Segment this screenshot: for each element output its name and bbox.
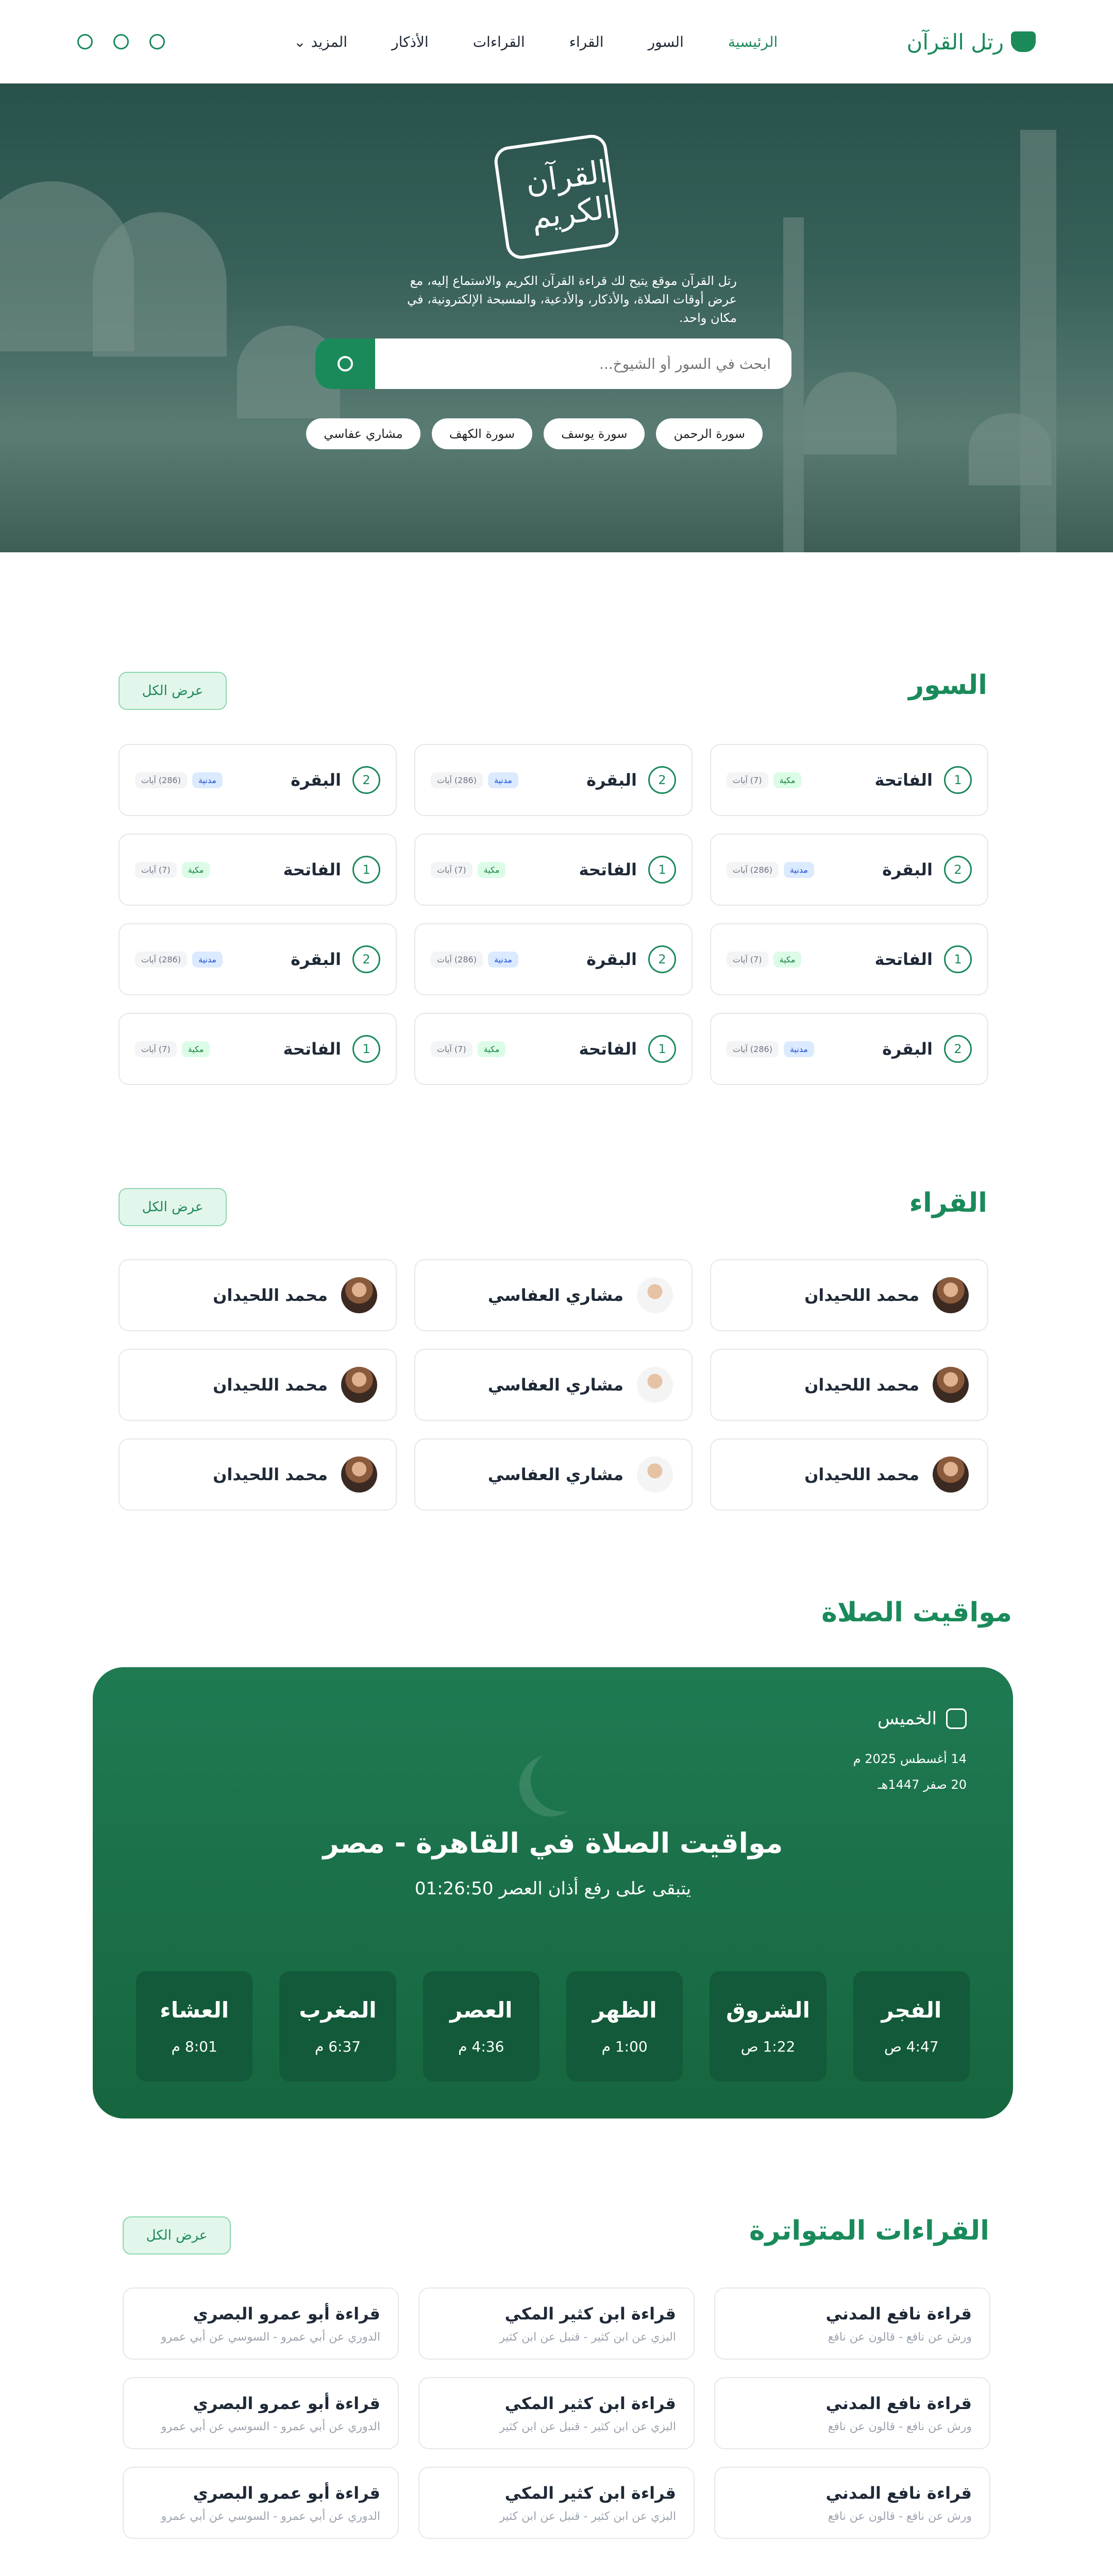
surah-number: 1 [944, 766, 972, 794]
chip-kahf[interactable]: سورة الكهف [432, 418, 532, 449]
nav-adhkar[interactable]: الأذكار [392, 33, 429, 50]
surah-badges [135, 1041, 210, 1057]
surah-ayat-badge: (286) آيات [727, 862, 779, 878]
reciter-avatar [637, 1277, 673, 1313]
surah-type-badge: مدنية [192, 772, 223, 788]
prayer-time-box [136, 1971, 252, 2081]
nav-reciters[interactable]: القراء [569, 33, 604, 50]
surah-name: البقرة [882, 1039, 933, 1059]
prayer-name: العشاء [160, 1997, 229, 2023]
section-title-reciters: القراء [909, 1188, 987, 1218]
prayer-time-box [279, 1971, 396, 2081]
surahs-grid [119, 744, 988, 1085]
reciter-name: مشاري العفاسي [487, 1465, 623, 1484]
search-button[interactable] [315, 338, 375, 389]
qiraa-narrators: الدوري عن أبي عمرو - السوسي عن أبي عمرو [161, 2510, 380, 2523]
qiraa-narrators: البزي عن ابن كثير - قنبل عن ابن كثير [499, 2330, 676, 2344]
surah-ayat-badge: (7) آيات [727, 772, 768, 788]
surah-name: البقرة [291, 770, 341, 790]
surah-card[interactable] [710, 1013, 988, 1085]
prayer-time: 4:36 م [458, 2038, 504, 2055]
chevron-down-icon: ⌄ [294, 33, 306, 50]
reciter-name: محمد اللحيدان [213, 1375, 328, 1395]
surah-name: الفاتحة [283, 1039, 341, 1059]
section-title-qiraat: القراءات المتواترة [749, 2215, 989, 2246]
surah-type-badge: مدنية [192, 952, 223, 968]
reciters-view-all-button[interactable]: عرض الكل [119, 1188, 227, 1226]
prayer-time-box [853, 1971, 970, 2081]
surah-ayat-badge: (286) آيات [727, 1041, 779, 1057]
reciter-card[interactable] [119, 1438, 397, 1511]
prayer-time: 4:47 ص [884, 2038, 939, 2055]
qiraa-card[interactable] [418, 2287, 695, 2360]
prayer-name: المغرب [299, 1997, 377, 2023]
surah-badges [727, 772, 801, 788]
surah-card[interactable] [414, 923, 693, 995]
prayer-times-list [136, 1971, 970, 2081]
hero-description: رتل القرآن موقع يتيح لك قراءة القرآن الكريم والاستماع إليه، مع عرض أوقات الصلاة، والأذكار، والأدعية، والمسبحة الإلكترونية، في مكان واحد. [407, 274, 737, 325]
gregorian-date: 14 أغسطس 2025 م [853, 1752, 967, 1766]
reciter-name: مشاري العفاسي [487, 1375, 623, 1395]
prayer-time-box [710, 1971, 826, 2081]
site-header [0, 0, 1113, 83]
reciter-avatar [933, 1456, 969, 1493]
surah-type-badge: مكية [773, 952, 802, 968]
qiraa-narrators: الدوري عن أبي عمرو - السوسي عن أبي عمرو [161, 2330, 380, 2344]
reciter-avatar [341, 1277, 377, 1313]
nav-more-dropdown[interactable] [294, 33, 347, 50]
nav-more-label: المزيد [311, 33, 348, 50]
surah-ayat-badge: (7) آيات [727, 952, 768, 968]
prayer-times-card [93, 1667, 1013, 2119]
prayer-time: 1:22 ص [740, 2038, 796, 2055]
reciter-card[interactable] [710, 1438, 988, 1511]
search-icon [338, 356, 353, 371]
reciter-card[interactable] [119, 1259, 397, 1331]
qiraa-card[interactable] [714, 2287, 990, 2360]
chip-alafasy[interactable]: مشاري عفاسي [306, 418, 420, 449]
reciter-name: محمد اللحيدان [213, 1285, 328, 1305]
prayer-name: الشروق [726, 1997, 810, 2023]
reciter-name: محمد اللحيدان [804, 1285, 919, 1305]
qiraa-card[interactable] [714, 2377, 990, 2449]
surah-ayat-badge: (7) آيات [135, 1041, 177, 1057]
surah-ayat-badge: (7) آيات [135, 862, 177, 878]
quick-search-chips [306, 418, 763, 449]
surah-number: 2 [352, 945, 380, 973]
surah-name: الفاتحة [579, 860, 637, 879]
surah-name: البقرة [882, 860, 933, 879]
surah-badges [431, 862, 505, 878]
globe-icon[interactable] [77, 34, 93, 49]
surah-card[interactable] [119, 834, 397, 906]
surah-name: البقرة [586, 770, 637, 790]
qiraa-card[interactable] [123, 2287, 399, 2360]
prayer-time: 6:37 م [314, 2038, 361, 2055]
nav-home[interactable]: الرئيسية [728, 33, 778, 50]
header-icons [77, 34, 165, 49]
quran-logo-icon [1011, 31, 1036, 52]
surah-number: 1 [648, 856, 676, 884]
search-input[interactable] [375, 355, 791, 372]
surah-type-badge: مكية [773, 772, 802, 788]
prayer-day-label: الخميس [877, 1708, 937, 1729]
surah-number: 1 [352, 1035, 380, 1063]
reciter-avatar [637, 1456, 673, 1493]
surah-number: 2 [944, 856, 972, 884]
surah-ayat-badge: (7) آيات [431, 862, 473, 878]
surah-card[interactable] [710, 744, 988, 816]
qiraa-name: قراءة نافع المدني [825, 2483, 972, 2503]
surah-type-badge: مدنية [488, 952, 518, 968]
qiraa-card[interactable] [123, 2467, 399, 2539]
reciter-avatar [637, 1367, 673, 1403]
qiraa-narrators: ورش عن نافع - قالون عن نافع [828, 2420, 972, 2433]
qiraa-card[interactable] [418, 2467, 695, 2539]
reciter-avatar [933, 1277, 969, 1313]
surah-name: الفاتحة [874, 770, 933, 790]
qiraa-narrators: ورش عن نافع - قالون عن نافع [828, 2330, 972, 2344]
reciter-card[interactable] [414, 1438, 693, 1511]
chip-rahman[interactable]: سورة الرحمن [656, 418, 763, 449]
reciter-card[interactable] [414, 1349, 693, 1421]
qiraat-grid [123, 2287, 990, 2539]
crescent-moon-decoration [531, 1750, 593, 1811]
qiraa-name: قراءة ابن كثير المكي [504, 2483, 676, 2503]
prayer-time: 8:01 م [171, 2038, 217, 2055]
surah-type-badge: مدنية [784, 1041, 814, 1057]
reciter-avatar [341, 1456, 377, 1493]
qiraa-name: قراءة ابن كثير المكي [504, 2303, 676, 2324]
surah-name: الفاتحة [283, 860, 341, 879]
qiraa-name: قراءة أبو عمرو البصري [193, 2303, 380, 2324]
site-logo[interactable] [906, 29, 1036, 55]
prayer-day [878, 1708, 967, 1729]
qiraa-card[interactable] [418, 2377, 695, 2449]
surah-number: 2 [944, 1035, 972, 1063]
search-bar [315, 338, 791, 389]
surah-card[interactable] [710, 923, 988, 995]
chip-yusuf[interactable]: سورة يوسف [544, 418, 645, 449]
surah-badges [431, 1041, 505, 1057]
surah-card[interactable] [119, 923, 397, 995]
surah-ayat-badge: (7) آيات [431, 1041, 473, 1057]
qiraa-name: قراءة نافع المدني [825, 2393, 972, 2413]
surah-number: 2 [648, 766, 676, 794]
reciter-avatar [341, 1367, 377, 1403]
surah-number: 1 [648, 1035, 676, 1063]
prayer-city-title: مواقيت الصلاة في القاهرة - مصر [323, 1827, 783, 1859]
surahs-view-all-button[interactable]: عرض الكل [119, 672, 227, 710]
surah-ayat-badge: (286) آيات [431, 772, 483, 788]
surah-badges [135, 862, 210, 878]
surah-name: البقرة [586, 950, 637, 969]
surah-name: البقرة [291, 950, 341, 969]
hero-section [0, 83, 1113, 552]
main-nav [294, 33, 778, 50]
surah-badges [135, 772, 223, 788]
surah-ayat-badge: (286) آيات [135, 952, 187, 968]
surah-badges [727, 1041, 814, 1057]
qiraat-view-all-button[interactable]: عرض الكل [123, 2216, 231, 2255]
next-prayer-countdown: يتبقى على رفع أذان العصر 01:26:50 [414, 1878, 692, 1899]
surah-type-badge: مكية [478, 862, 506, 878]
reciter-avatar [933, 1367, 969, 1403]
qiraa-narrators: البزي عن ابن كثير - قنبل عن ابن كثير [499, 2420, 676, 2433]
reciter-name: محمد اللحيدان [804, 1465, 919, 1484]
brand-name: رتل القرآن [906, 29, 1004, 55]
surah-card[interactable] [414, 834, 693, 906]
prayer-time: 1:00 م [601, 2038, 648, 2055]
surah-type-badge: مكية [182, 862, 210, 878]
prayer-time-box [566, 1971, 683, 2081]
reciter-card[interactable] [119, 1349, 397, 1421]
surah-ayat-badge: (286) آيات [135, 772, 187, 788]
surah-badges [727, 952, 801, 968]
surah-type-badge: مدنية [488, 772, 518, 788]
qiraa-name: قراءة أبو عمرو البصري [193, 2483, 380, 2503]
qiraa-name: قراءة أبو عمرو البصري [193, 2393, 380, 2413]
qiraa-name: قراءة نافع المدني [825, 2303, 972, 2324]
surah-type-badge: مكية [478, 1041, 506, 1057]
section-title-surahs: السور [908, 670, 987, 701]
reciter-card[interactable] [414, 1259, 693, 1331]
qiraa-narrators: الدوري عن أبي عمرو - السوسي عن أبي عمرو [161, 2420, 380, 2433]
moon-icon[interactable] [149, 34, 165, 49]
prayer-name: الفجر [881, 1997, 942, 2023]
surah-card[interactable] [414, 1013, 693, 1085]
reciter-name: محمد اللحيدان [804, 1375, 919, 1395]
section-title-prayer: مواقيت الصلاة [821, 1597, 1012, 1628]
reciter-card[interactable] [710, 1349, 988, 1421]
qiraa-card[interactable] [714, 2467, 990, 2539]
nav-surahs[interactable]: السور [648, 33, 684, 50]
calendar-icon [946, 1708, 967, 1729]
surah-name: الفاتحة [874, 950, 933, 969]
surah-type-badge: مدنية [784, 862, 814, 878]
surah-badges [431, 952, 518, 968]
settings-icon[interactable] [113, 34, 129, 49]
reciter-card[interactable] [710, 1259, 988, 1331]
surah-card[interactable] [710, 834, 988, 906]
nav-qiraat[interactable]: القراءات [473, 33, 525, 50]
surah-badges [727, 862, 814, 878]
surah-name: الفاتحة [579, 1039, 637, 1059]
surah-card[interactable] [119, 744, 397, 816]
surah-number: 1 [352, 856, 380, 884]
prayer-time-box [423, 1971, 539, 2081]
qiraa-narrators: ورش عن نافع - قالون عن نافع [828, 2510, 972, 2523]
surah-badges [431, 772, 518, 788]
reciters-grid [119, 1259, 988, 1511]
reciter-name: مشاري العفاسي [487, 1285, 623, 1305]
surah-number: 2 [352, 766, 380, 794]
surah-ayat-badge: (286) آيات [431, 952, 483, 968]
quran-calligraphy-logo: القرآن الكريم [493, 133, 620, 261]
reciter-name: محمد اللحيدان [213, 1465, 328, 1484]
qiraa-narrators: البزي عن ابن كثير - قنبل عن ابن كثير [499, 2510, 676, 2523]
prayer-name: العصر [450, 1997, 513, 2023]
surah-badges [135, 952, 223, 968]
surah-type-badge: مكية [182, 1041, 210, 1057]
hijri-date: 20 صفر 1447هـ [878, 1777, 967, 1792]
surah-card[interactable] [119, 1013, 397, 1085]
surah-number: 2 [648, 945, 676, 973]
surah-number: 1 [944, 945, 972, 973]
qiraa-card[interactable] [123, 2377, 399, 2449]
qiraa-name: قراءة ابن كثير المكي [504, 2393, 676, 2413]
prayer-name: الظهر [592, 1997, 657, 2023]
surah-card[interactable] [414, 744, 693, 816]
